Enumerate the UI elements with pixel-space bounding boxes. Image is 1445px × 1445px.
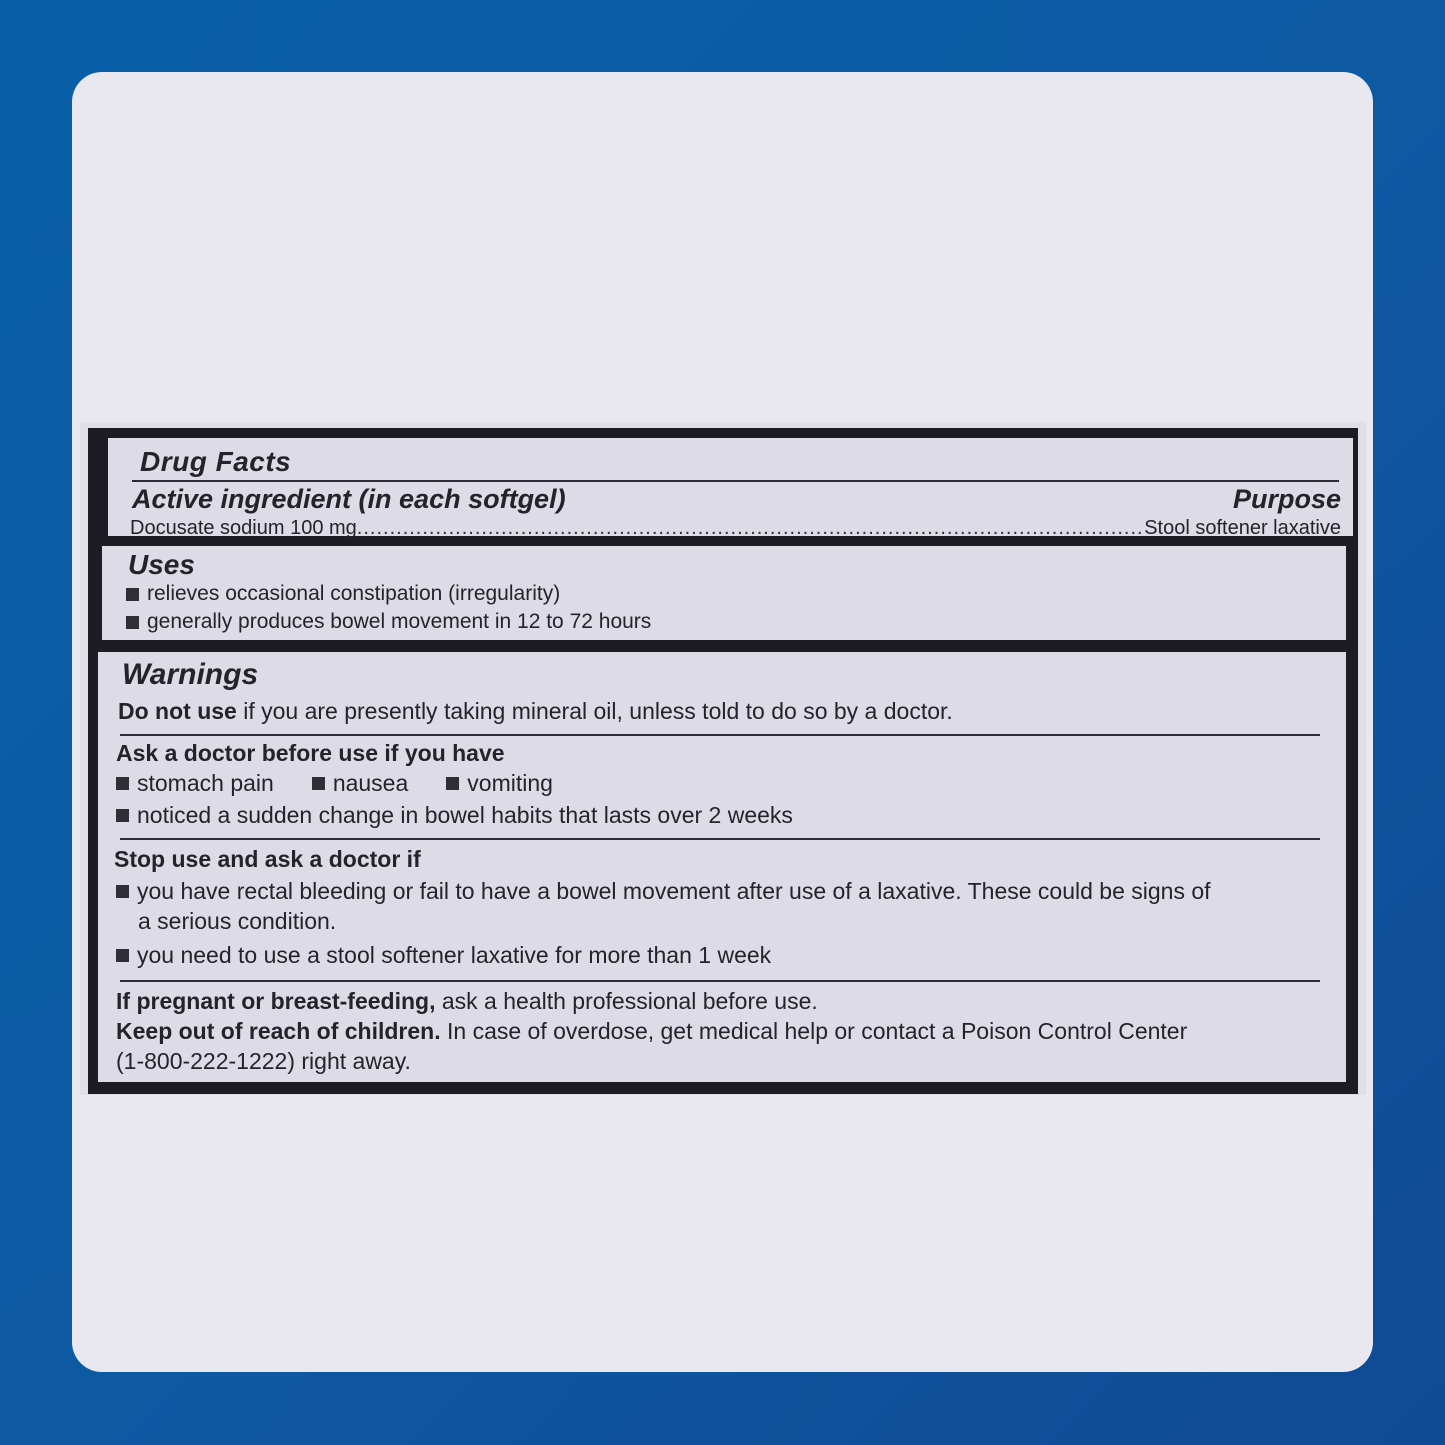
- active-ingredient-section: [108, 438, 1353, 539]
- list-item: generally produces bowel movement in 12 to 72 hours: [126, 610, 651, 634]
- bullet-square-icon: [116, 885, 129, 898]
- list-item: stomach pain nausea vomiting: [116, 770, 553, 797]
- uses-heading: Uses: [128, 549, 195, 580]
- ingredient-name: Docusate sodium 100 mg: [130, 517, 357, 539]
- active-ingredient-heading: Active ingredient (in each softgel): [132, 484, 566, 514]
- list-item: relieves occasional constipation (irregularity): [126, 582, 560, 606]
- bullet-square-icon: [126, 588, 139, 601]
- keep-out-of-reach: Keep out of reach of children. In case of overdose, get medical help or contact a Poison Control Center: [116, 1018, 1188, 1044]
- list-item: you have rectal bleeding or fail to have a bowel movement after use of a laxative. These could be signs of: [116, 878, 1211, 905]
- drug-facts-label: [88, 428, 1358, 1094]
- ingredient-purpose: Stool softener laxative: [1144, 517, 1341, 539]
- divider: [132, 480, 1339, 482]
- bullet-square-icon: [446, 777, 459, 790]
- stop-use-heading: Stop use and ask a doctor if: [114, 846, 421, 872]
- list-item: noticed a sudden change in bowel habits that lasts over 2 weeks: [116, 802, 793, 829]
- do-not-use-text: Do not use if you are presently taking mineral oil, unless told to do so by a doctor.: [118, 698, 953, 724]
- bullet-square-icon: [116, 777, 129, 790]
- warnings-section: [98, 652, 1346, 1082]
- purpose-heading: Purpose: [1232, 484, 1341, 514]
- leader-dots: [357, 517, 1144, 540]
- bullet-square-icon: [116, 809, 129, 822]
- list-item: you need to use a stool softener laxative for more than 1 week: [116, 942, 771, 969]
- warnings-heading: Warnings: [122, 658, 259, 691]
- divider: [120, 980, 1320, 982]
- bullet-square-icon: [116, 949, 129, 962]
- divider: [120, 734, 1320, 736]
- stop-item-continuation: a serious condition.: [138, 908, 337, 934]
- divider: [120, 838, 1320, 840]
- ask-doctor-heading: Ask a doctor before use if you have: [116, 740, 505, 766]
- bullet-square-icon: [312, 777, 325, 790]
- pregnancy-warning: If pregnant or breast-feeding, ask a health professional before use.: [116, 988, 818, 1014]
- uses-section: [102, 546, 1346, 640]
- poison-control-line: (1-800-222-1222) right away.: [116, 1048, 411, 1074]
- bullet-square-icon: [126, 616, 139, 629]
- ingredient-row: [130, 517, 1341, 540]
- drug-facts-title: Drug Facts: [140, 446, 292, 477]
